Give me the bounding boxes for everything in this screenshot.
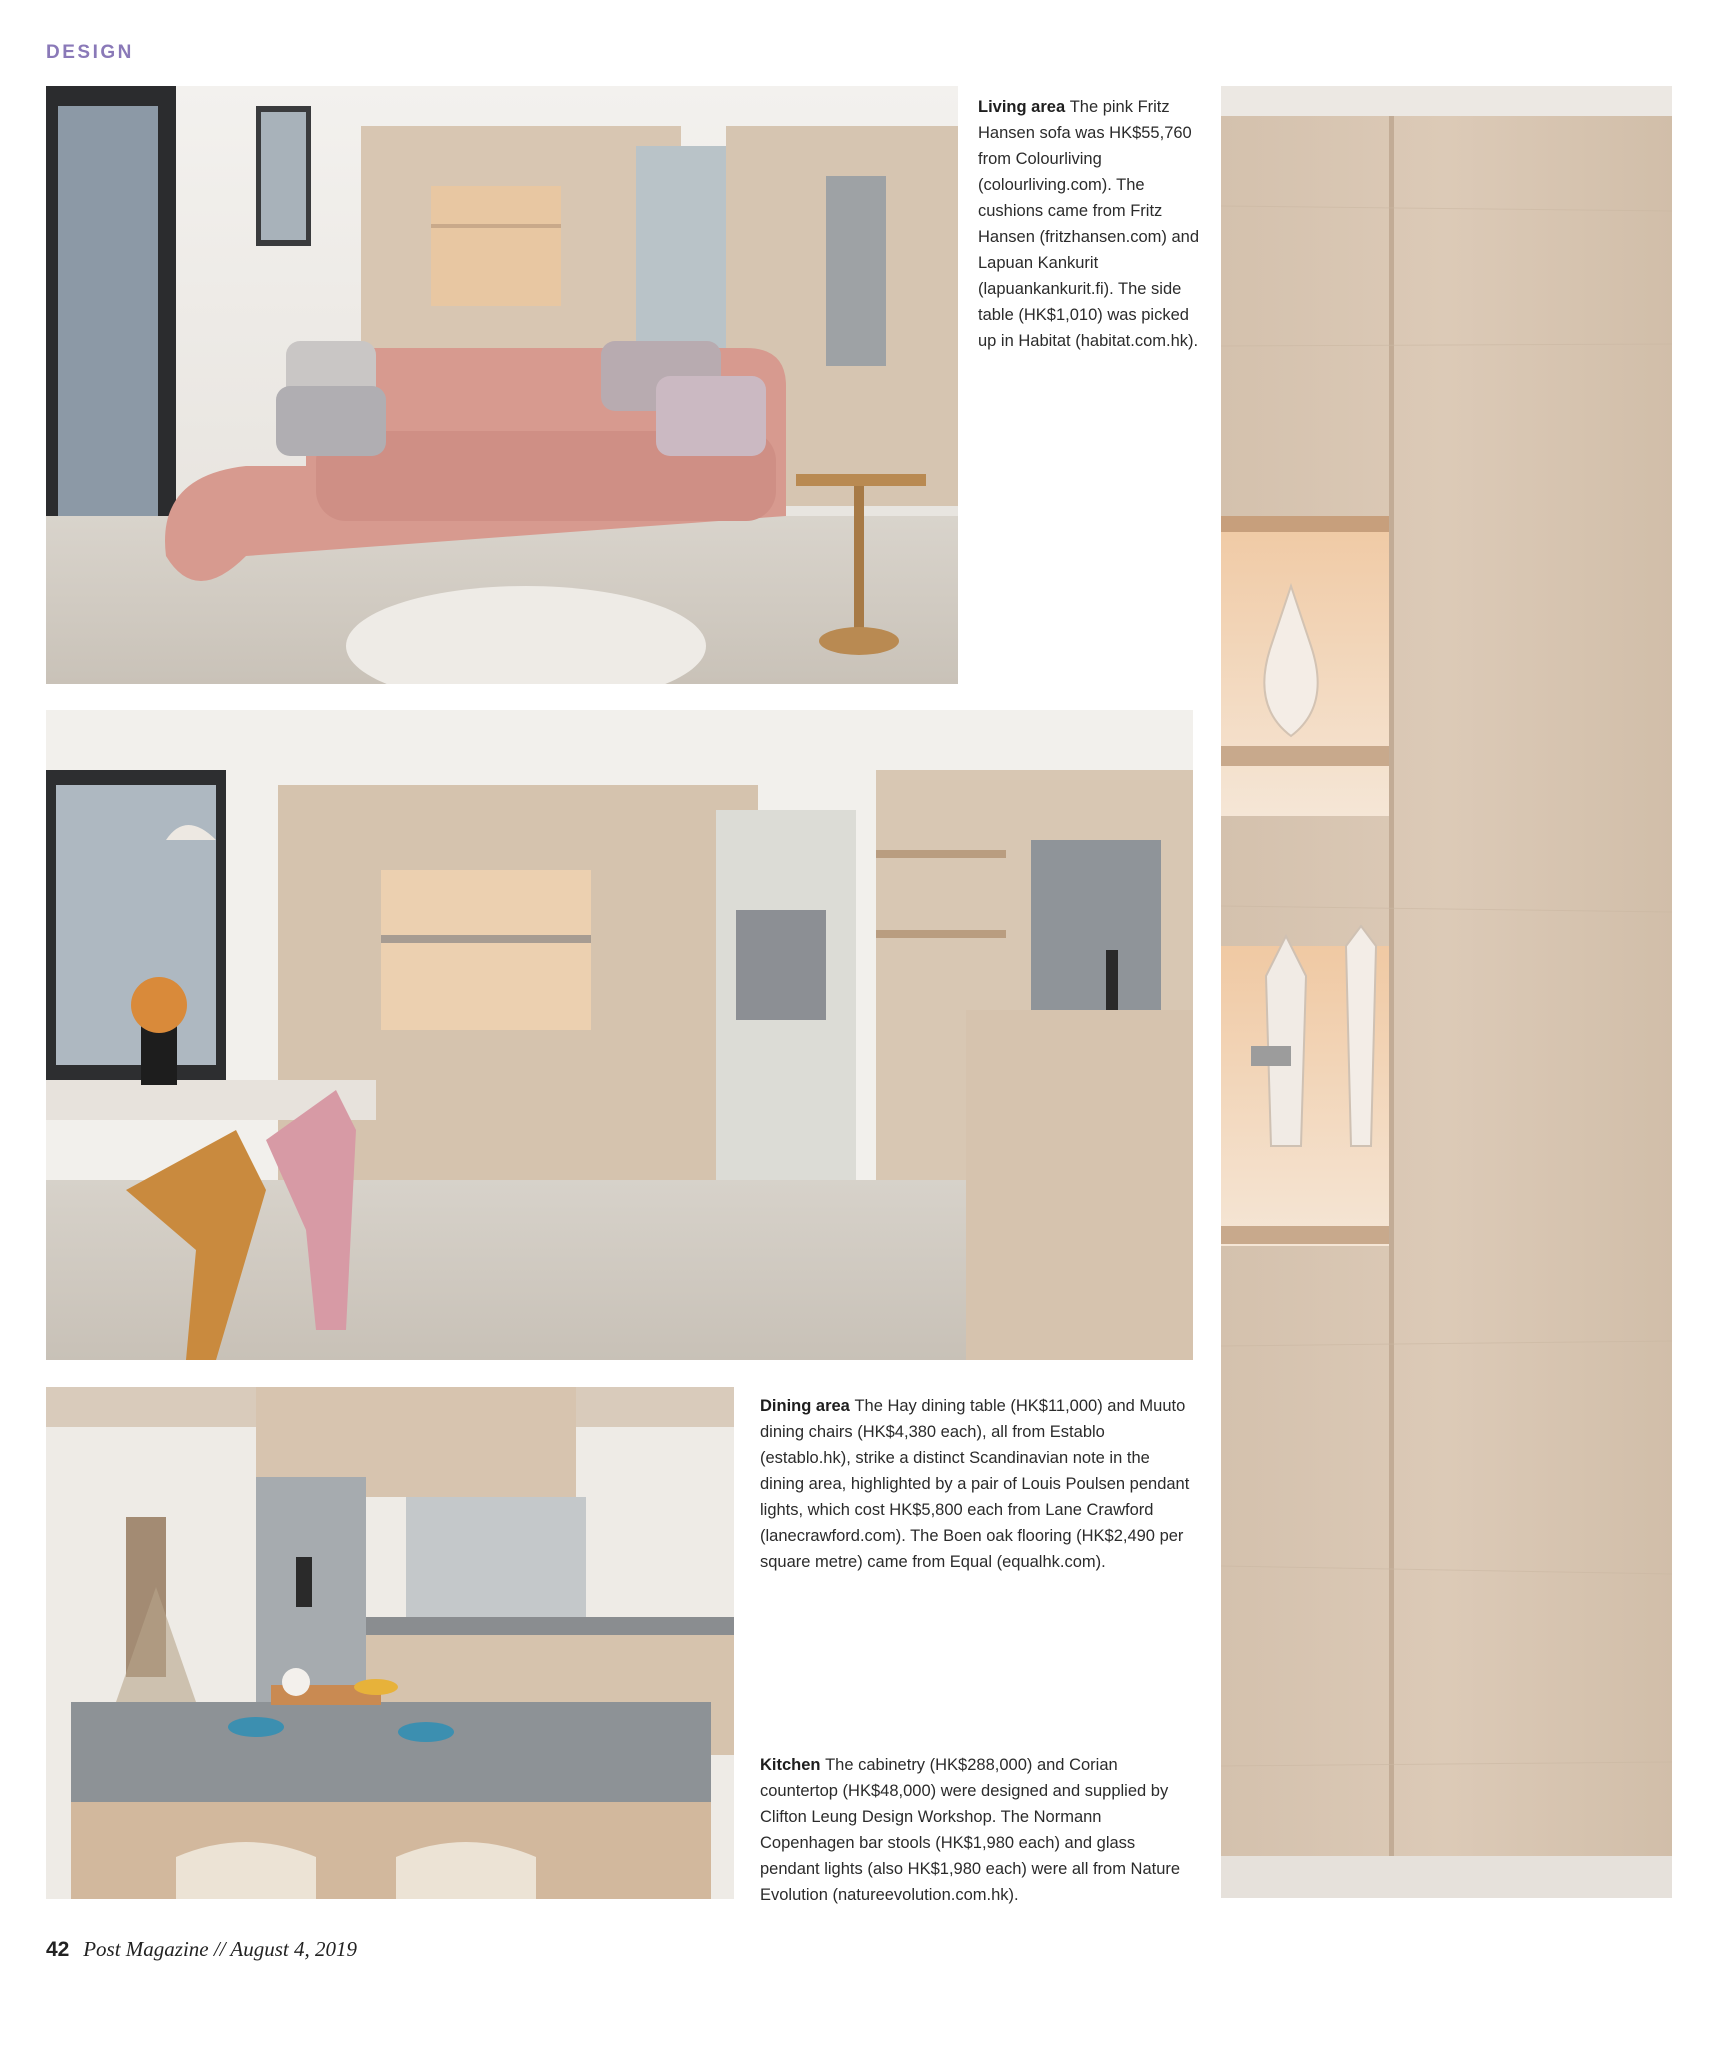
dining-area-caption xyxy=(760,1393,1190,1575)
dining-area-photo xyxy=(46,710,1193,1360)
kitchen-caption xyxy=(760,1752,1190,1908)
dining-area-caption-heading: Dining area xyxy=(760,1397,855,1415)
living-area-caption xyxy=(978,94,1200,354)
living-area-caption-heading: Living area xyxy=(978,98,1070,116)
page-footer xyxy=(46,1937,357,1962)
kitchen-caption-text: The cabinetry (HK$288,000) and Corian countertop (HK$48,000) were designed and supplied by Clifton Leung Design Workshop. The Normann Copenhagen bar stools (HK$1,980 each) and glass pendant lights (also HK$1,980 each) were all from Nature Evolution (natureevolution.com.hk). xyxy=(760,1756,1181,1904)
dining-area-caption-text: The Hay dining table (HK$11,000) and Muuto dining chairs (HK$4,380 each), all from Establo (establo.hk), strike a distinct Scandinavian note in the dining area, highlighted by a pair of Louis Poulsen pendant lights, which cost HK$5,800 each from Lane Crawford (lanecrawford.com). The Boen oak flooring (HK$2,490 per square metre) came from Equal (equalhk.com). xyxy=(760,1397,1190,1571)
page-number: 42 xyxy=(46,1938,70,1961)
kitchen-photo xyxy=(46,1387,734,1899)
section-label: DESIGN xyxy=(46,42,134,63)
kitchen-caption-heading: Kitchen xyxy=(760,1756,826,1774)
publication-line: Post Magazine // August 4, 2019 xyxy=(83,1937,357,1961)
living-area-photo xyxy=(46,86,958,684)
cabinet-detail-photo xyxy=(1221,86,1672,1898)
living-area-caption-text: The pink Fritz Hansen sofa was HK$55,760 from Colourliving (colourliving.com). The cushions came from Fritz Hansen (fritzhansen.com) and Lapuan Kankurit (lapuankankurit.fi). The side table (HK$1,010) was picked up in Habitat (habitat.com.hk). xyxy=(978,98,1200,350)
